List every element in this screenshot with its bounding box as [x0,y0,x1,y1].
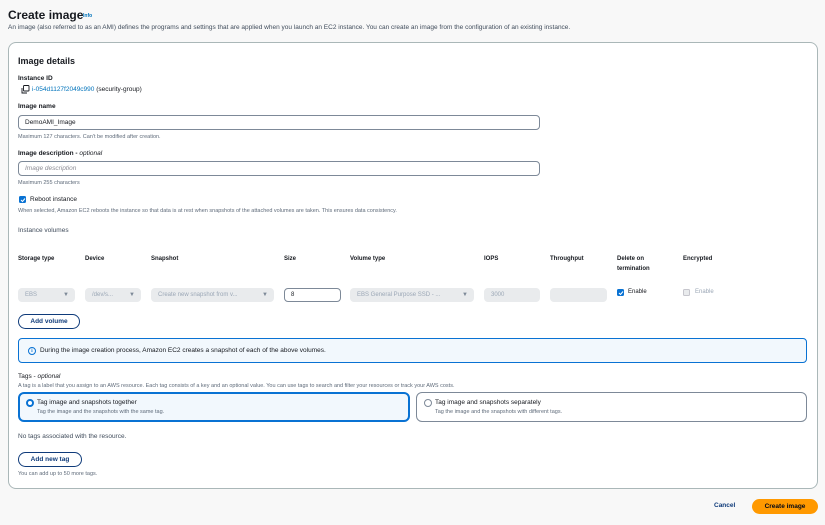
tags-optional: optional [37,373,61,380]
iops-input: 3000 [484,288,540,302]
volume-type-select [350,288,474,302]
add-new-tag-button[interactable]: Add new tag [18,452,82,467]
encrypted-checkbox [683,289,690,296]
add-volume-button[interactable]: Add volume [18,314,80,329]
image-name-hint: Maximum 127 characters. Can't be modified after creation. [18,134,161,140]
info-link[interactable]: Info [83,13,93,19]
col-storage-type: Storage type [18,256,55,262]
tag-together-option[interactable] [18,392,410,422]
device-value: /dev/s... [92,292,114,298]
caret-down-icon: ▼ [262,292,268,298]
storage-type-select [18,288,75,302]
page-title: Create image [8,8,84,22]
col-snapshot: Snapshot [151,256,179,262]
tag-separate-title: Tag image and snapshots separately [435,399,541,406]
instance-id-link[interactable]: i-054d1127f2049c990 [32,86,95,93]
no-tags-text: No tags associated with the resource. [18,433,127,440]
col-throughput: Throughput [550,256,584,262]
col-delete-on-termination: Delete on termination [617,256,650,272]
info-alert-text: During the image creation process, Amazon EC2 creates a snapshot of each of the above volumes. [40,347,326,354]
image-description-input[interactable]: Image description [18,161,540,176]
instance-id-label: Instance ID [18,75,53,82]
tags-limit-hint: You can add up to 50 more tags. [18,471,98,477]
instance-name: (security-group) [96,86,142,93]
encrypted-label: Enable [695,289,714,295]
section-title-image-details: Image details [18,56,76,66]
reboot-checkbox[interactable] [19,196,26,203]
tags-hint: A tag is a label that you assign to an AWS resource. Each tag consists of a key and an optional value. You can use tags to search and filter your resources or track your AWS costs. [18,383,455,389]
caret-down-icon: ▼ [63,292,69,298]
image-name-input[interactable]: DemoAMI_Image [18,115,540,130]
size-input[interactable]: 8 [284,288,341,302]
instance-volumes-title: Instance volumes [18,227,69,234]
copy-icon[interactable] [21,85,30,94]
col-size: Size [284,256,297,262]
image-description-hint: Maximum 255 characters [18,180,80,186]
col-encrypted: Encrypted [683,256,713,262]
tag-together-radio[interactable] [26,399,34,407]
device-select [85,288,141,302]
throughput-input [550,288,607,302]
col-iops: IOPS [484,256,499,262]
info-alert [18,338,807,363]
snapshot-select [151,288,274,302]
optional-text: optional [79,150,103,157]
tag-separate-radio[interactable] [424,399,432,407]
tags-label: Tags - [18,373,38,380]
tag-together-title: Tag image and snapshots together [37,399,137,406]
reboot-hint: When selected, Amazon EC2 reboots the instance so that data is at rest when snapshots of the attached volumes are taken. This ensures data consistency. [18,208,397,214]
caret-down-icon: ▼ [129,292,135,298]
image-name-label: Image name [18,103,56,110]
image-description-label: Image description - [18,150,80,157]
info-icon: i [28,347,36,355]
cancel-button[interactable]: Cancel [714,502,736,509]
tag-separate-option[interactable] [416,392,807,422]
caret-down-icon: ▼ [462,292,468,298]
page-description: An image (also referred to as an AMI) defines the programs and settings that are applied when you launch an EC2 instance. You can create an image from the configuration of an existing instance. [8,24,571,31]
delete-on-termination-label[interactable]: Enable [628,289,647,295]
col-volume-type: Volume type [350,256,386,262]
reboot-label[interactable]: Reboot instance [30,196,77,203]
storage-type-value: EBS [25,292,38,298]
volume-type-value: EBS General Purpose SSD - ... [357,292,441,298]
col-device: Device [85,256,105,262]
snapshot-value: Create new snapshot from v... [158,292,238,298]
create-image-button[interactable]: Create image [752,499,818,514]
tag-together-subtitle: Tag the image and the snapshots with the same tag. [37,409,165,415]
tag-separate-subtitle: Tag the image and the snapshots with different tags. [435,409,563,415]
delete-on-termination-checkbox[interactable] [617,289,624,296]
